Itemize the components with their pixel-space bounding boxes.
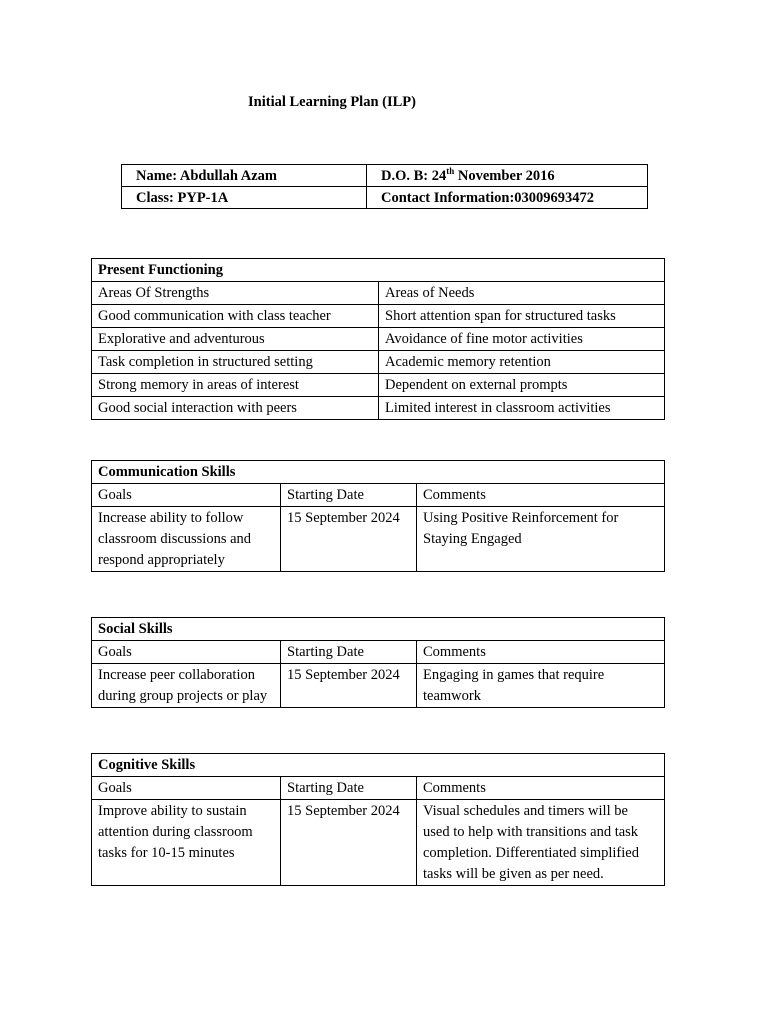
need-cell: Dependent on external prompts xyxy=(379,374,665,397)
table-row xyxy=(92,305,665,328)
table-row xyxy=(92,800,665,886)
social-skills-table xyxy=(91,617,665,708)
need-cell: Avoidance of fine motor activities xyxy=(379,328,665,351)
goals-header: Goals xyxy=(92,484,281,507)
table-row xyxy=(92,351,665,374)
dob-prefix: D.O. B: 24 xyxy=(381,168,447,184)
goal-cell: Improve ability to sustain attention during classroom tasks for 10-15 minutes xyxy=(92,800,281,886)
starting-date-header: Starting Date xyxy=(281,777,417,800)
starting-date-header: Starting Date xyxy=(281,484,417,507)
student-class: Class: PYP-1A xyxy=(122,187,367,209)
table-row xyxy=(92,507,665,572)
strength-cell: Explorative and adventurous xyxy=(92,328,379,351)
date-of-birth xyxy=(367,165,648,187)
cognitive-skills-heading: Cognitive Skills xyxy=(92,754,665,777)
table-row xyxy=(92,641,665,664)
need-cell: Academic memory retention xyxy=(379,351,665,374)
table-row xyxy=(92,664,665,708)
needs-header: Areas of Needs xyxy=(379,282,665,305)
table-row xyxy=(92,259,665,282)
table-row xyxy=(122,165,648,187)
table-row xyxy=(92,374,665,397)
date-cell: 15 September 2024 xyxy=(281,664,417,708)
date-cell: 15 September 2024 xyxy=(281,507,417,572)
table-row xyxy=(92,282,665,305)
table-row xyxy=(122,187,648,209)
starting-date-header: Starting Date xyxy=(281,641,417,664)
table-row xyxy=(92,484,665,507)
student-name: Name: Abdullah Azam xyxy=(122,165,367,187)
present-functioning-table xyxy=(91,258,665,420)
comment-cell: Visual schedules and timers will be used to help with transitions and task completion. Differentiated simplified tasks will be given as per need. xyxy=(417,800,665,886)
comment-cell: Using Positive Reinforcement for Staying Engaged xyxy=(417,507,665,572)
contact-information: Contact Information:03009693472 xyxy=(367,187,648,209)
goals-header: Goals xyxy=(92,641,281,664)
strength-cell: Good communication with class teacher xyxy=(92,305,379,328)
comments-header: Comments xyxy=(417,777,665,800)
strength-cell: Task completion in structured setting xyxy=(92,351,379,374)
table-row xyxy=(92,618,665,641)
goal-cell: Increase ability to follow classroom discussions and respond appropriately xyxy=(92,507,281,572)
comment-cell: Engaging in games that require teamwork xyxy=(417,664,665,708)
social-skills-heading: Social Skills xyxy=(92,618,665,641)
comments-header: Comments xyxy=(417,484,665,507)
document-title: Initial Learning Plan (ILP) xyxy=(248,94,416,110)
dob-suffix: November 2016 xyxy=(454,168,555,184)
need-cell: Limited interest in classroom activities xyxy=(379,397,665,420)
goal-cell: Increase peer collaboration during group projects or play xyxy=(92,664,281,708)
need-cell: Short attention span for structured tasks xyxy=(379,305,665,328)
goals-header: Goals xyxy=(92,777,281,800)
strength-cell: Strong memory in areas of interest xyxy=(92,374,379,397)
date-cell: 15 September 2024 xyxy=(281,800,417,886)
cognitive-skills-table xyxy=(91,753,665,886)
communication-skills-heading: Communication Skills xyxy=(92,461,665,484)
table-row xyxy=(92,328,665,351)
strength-cell: Good social interaction with peers xyxy=(92,397,379,420)
table-row xyxy=(92,754,665,777)
communication-skills-table xyxy=(91,460,665,572)
student-info-table xyxy=(121,164,648,209)
table-row xyxy=(92,461,665,484)
table-row xyxy=(92,397,665,420)
present-functioning-heading: Present Functioning xyxy=(92,259,665,282)
comments-header: Comments xyxy=(417,641,665,664)
dob-superscript: th xyxy=(446,166,455,177)
strengths-header: Areas Of Strengths xyxy=(92,282,379,305)
table-row xyxy=(92,777,665,800)
